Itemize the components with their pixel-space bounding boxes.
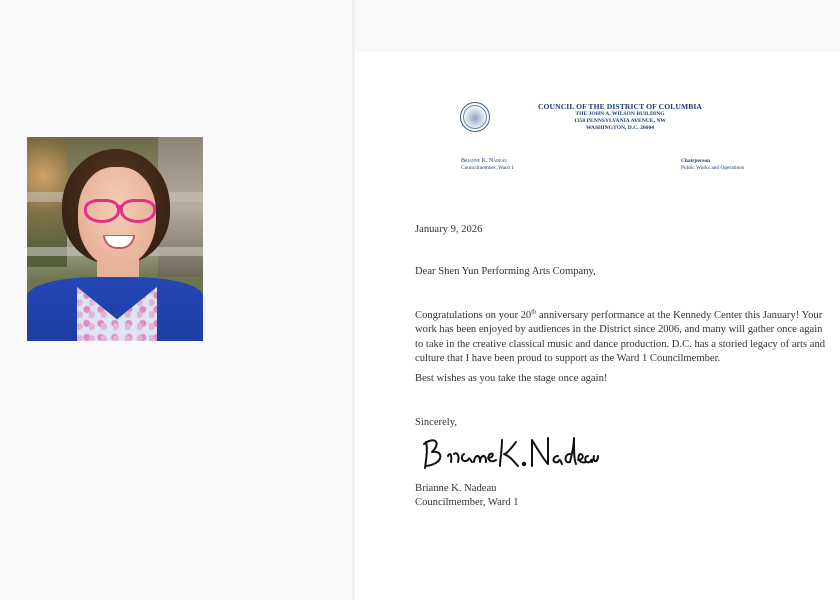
letterhead-building: THE JOHN A. WILSON BUILDING: [575, 111, 665, 117]
committee-role: Chairperson: [681, 158, 711, 164]
member-block: [461, 158, 514, 172]
committee-block: [681, 158, 744, 172]
left-panel: [0, 0, 352, 600]
portrait-photo: [27, 137, 203, 341]
letter-paragraph-2: Best wishes as you take the stage once again!: [415, 373, 608, 384]
ordinal-suffix: th: [531, 308, 537, 316]
signer-title: Councilmember, Ward 1: [415, 497, 519, 508]
letterhead-street: 1350 PENNSYLVANIA AVENUE, NW: [574, 117, 666, 124]
letter-paragraph-1: [415, 309, 830, 366]
letter-page: [355, 0, 840, 600]
letter-salutation: Dear Shen Yun Performing Arts Company,: [415, 266, 596, 277]
letterhead: [515, 102, 725, 131]
photo-glasses: [116, 205, 122, 208]
committee-name: Public Works and Operations: [681, 165, 745, 171]
letterhead-organization: COUNCIL OF THE DISTRICT OF COLUMBIA: [537, 102, 703, 111]
member-title: Councilmember, Ward 1: [461, 165, 514, 171]
paragraph-text: Congratulations on your 20: [415, 310, 532, 321]
letter-date: January 9, 2026: [415, 224, 483, 235]
letter-closing: Sincerely,: [415, 417, 457, 428]
member-name: Brianne K. Nadeau: [461, 158, 508, 164]
letterhead-city: WASHINGTON, D.C. 20004: [585, 124, 655, 131]
photo-glasses: [84, 199, 120, 223]
seal-inner: [463, 105, 487, 129]
page-top-margin: [355, 0, 840, 52]
dc-council-seal-icon: [460, 102, 490, 132]
photo-glasses: [120, 199, 156, 223]
paragraph-text: anniversary performance at the Kennedy Center this January! Your work has been enjoyed by audiences in the District since 2006, and many will gather once again to take in the creative classical music and dance production. D.C. has a storied legacy of arts and culture that I have been proud to support as the Ward 1 Councilmember.: [415, 310, 826, 364]
signer-name: Brianne K. Nadeau: [415, 483, 497, 494]
handwritten-signature: [420, 432, 600, 472]
